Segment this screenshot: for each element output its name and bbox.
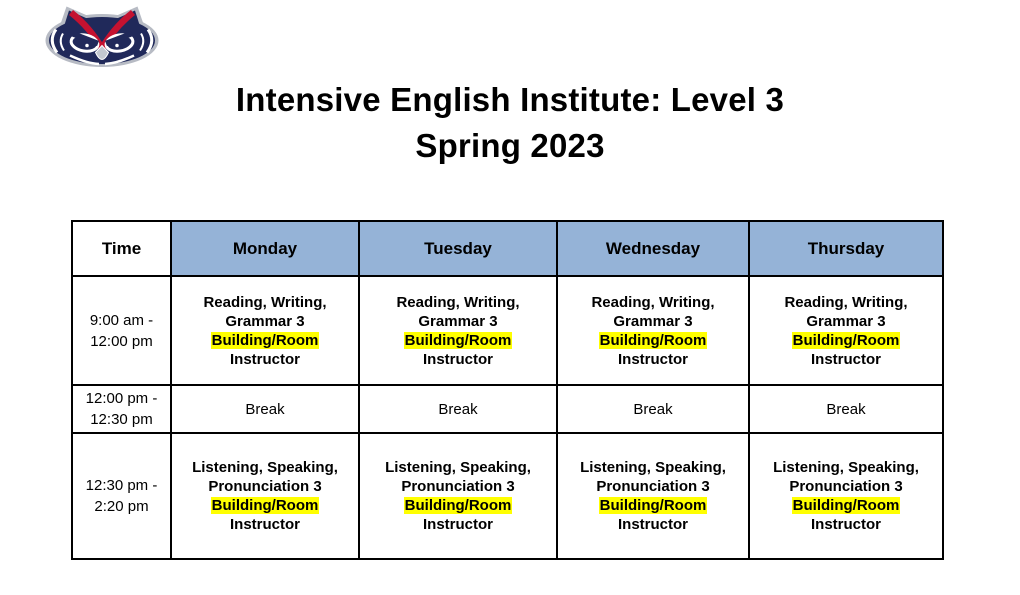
time-line: 12:00 pm -: [85, 390, 158, 407]
course-line: Grammar 3: [613, 312, 693, 330]
schedule-cell-wednesday-morning: [557, 276, 749, 385]
schedule-cell-thursday-morning: [749, 276, 943, 385]
course-line: Reading, Writing,: [203, 293, 327, 311]
building-room-highlight: Building/Room: [599, 331, 707, 349]
course-line: Listening, Speaking,: [773, 459, 919, 476]
time-line: 2:20 pm: [94, 498, 149, 515]
page-subtitle: Spring 2023: [415, 127, 605, 164]
course-line: Listening, Speaking,: [385, 459, 531, 476]
course-line: Instructor: [810, 350, 881, 368]
building-room-highlight: Building/Room: [404, 331, 512, 349]
owl-right-eye-glint: [115, 44, 119, 48]
schedule-cell-tuesday-morning: [359, 276, 557, 385]
column-header-tuesday: Tuesday: [359, 221, 557, 276]
building-room-highlight: Building/Room: [792, 331, 900, 349]
course-line: [172, 331, 358, 350]
table-row-afternoon: [72, 433, 943, 559]
course-line: Instructor: [229, 516, 300, 533]
column-header-wednesday: Wednesday: [557, 221, 749, 276]
table-row-break: [72, 385, 943, 433]
schedule-cell-thursday-break: Break: [749, 385, 943, 433]
building-room-highlight: Building/Room: [404, 497, 512, 514]
building-room-highlight: Building/Room: [211, 331, 319, 349]
time-cell-break: [72, 385, 171, 433]
course-line: Listening, Speaking,: [580, 459, 726, 476]
schedule-cell-wednesday-break: Break: [557, 385, 749, 433]
course-line: [558, 331, 748, 350]
course-line: Reading, Writing,: [396, 293, 520, 311]
column-header-monday: Monday: [171, 221, 359, 276]
course-line: Grammar 3: [225, 312, 305, 330]
course-line: Instructor: [229, 350, 300, 368]
column-header-thursday: Thursday: [749, 221, 943, 276]
schedule-cell-monday-afternoon: [171, 433, 359, 559]
course-line: Instructor: [617, 350, 688, 368]
schedule-cell-thursday-afternoon: [749, 433, 943, 559]
course-line: [360, 331, 556, 350]
course-line: Pronunciation 3: [401, 478, 515, 495]
course-line: Instructor: [422, 350, 493, 368]
schedule-table: [71, 220, 944, 560]
course-line: [750, 331, 942, 350]
time-line: 12:30 pm: [90, 411, 153, 428]
header-row: [72, 221, 943, 276]
course-line: Grammar 3: [806, 312, 886, 330]
schedule-cell-monday-morning: [171, 276, 359, 385]
course-line: Reading, Writing,: [591, 293, 715, 311]
course-line: Reading, Writing,: [784, 293, 908, 311]
course-line: Instructor: [810, 516, 881, 533]
course-line: Pronunciation 3: [789, 478, 903, 495]
building-room-highlight: Building/Room: [211, 497, 319, 514]
course-line: [172, 496, 358, 515]
course-line: Instructor: [422, 516, 493, 533]
course-line: Grammar 3: [418, 312, 498, 330]
table-row-morning: [72, 276, 943, 385]
fau-owl-logo: [44, 5, 160, 69]
building-room-highlight: Building/Room: [599, 497, 707, 514]
course-line: [558, 496, 748, 515]
time-line: 12:00 pm: [90, 332, 153, 350]
time-line: 9:00 am -: [89, 311, 154, 329]
course-line: [360, 496, 556, 515]
schedule-cell-monday-break: Break: [171, 385, 359, 433]
building-room-highlight: Building/Room: [792, 497, 900, 514]
schedule-cell-tuesday-afternoon: [359, 433, 557, 559]
page-title: Intensive English Institute: Level 3: [235, 81, 785, 118]
time-line: 12:30 pm -: [85, 477, 158, 494]
schedule-cell-wednesday-afternoon: [557, 433, 749, 559]
course-line: Instructor: [617, 516, 688, 533]
page-title-block: [0, 77, 1020, 169]
course-line: Pronunciation 3: [596, 478, 710, 495]
column-header-time: Time: [72, 221, 171, 276]
course-line: [750, 496, 942, 515]
schedule-cell-tuesday-break: Break: [359, 385, 557, 433]
time-cell-morning: [72, 276, 171, 385]
course-line: Listening, Speaking,: [192, 459, 338, 476]
owl-left-eye-glint: [85, 44, 89, 48]
course-line: Pronunciation 3: [208, 478, 322, 495]
time-cell-afternoon: [72, 433, 171, 559]
